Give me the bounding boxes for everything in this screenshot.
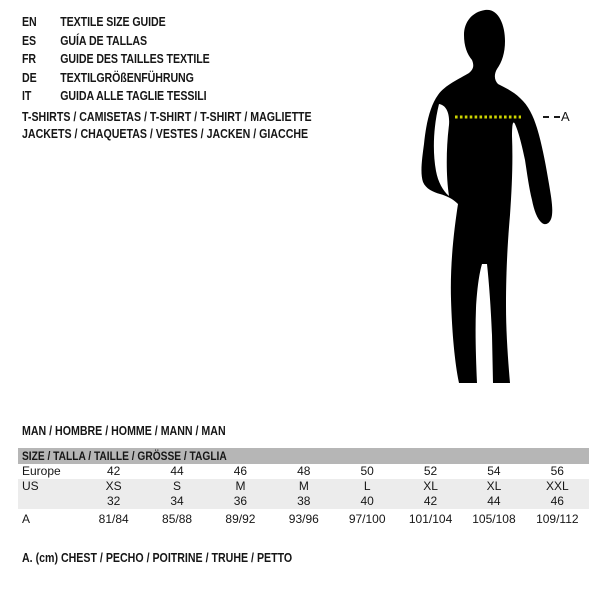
table-cell: M	[298, 479, 309, 493]
language-list	[22, 13, 243, 106]
language-label: GUIDE DES TAILLES TEXTILE	[60, 52, 210, 66]
table-row-chest-a	[18, 509, 589, 528]
size-table	[18, 448, 589, 528]
language-label: GUÍA DE TALLAS	[60, 33, 148, 48]
row-label: Europe	[22, 464, 61, 478]
category-line-jackets: JACKETS / CHAQUETAS / VESTES / JACKEN / GIACCHE	[22, 127, 309, 141]
table-cell: 97/100	[348, 512, 386, 526]
footnote-chest-measure: A. (cm) CHEST / PECHO / POITRINE / TRUHE / PETTO	[22, 551, 293, 565]
language-label: TEXTILGRÖßENFÜHRUNG	[60, 70, 194, 85]
table-cell: 42	[107, 464, 121, 478]
man-silhouette	[418, 8, 558, 388]
table-cell: 109/112	[536, 512, 579, 526]
language-label: TEXTILE SIZE GUIDE	[60, 15, 166, 29]
measure-label-a: A	[561, 109, 570, 124]
table-row-europe	[18, 464, 589, 479]
table-cell: 85/88	[162, 512, 193, 526]
language-code: DE	[22, 70, 37, 85]
measure-callout-dash-line	[543, 116, 560, 118]
table-cell: S	[173, 479, 182, 493]
table-cell: 40	[360, 494, 374, 508]
language-row	[22, 50, 243, 69]
table-cell: 54	[487, 464, 501, 478]
table-cell: 89/92	[225, 512, 256, 526]
table-cell: XL	[423, 479, 438, 493]
table-cell: 32	[107, 494, 121, 508]
table-cell: 36	[233, 494, 248, 508]
row-label	[18, 494, 82, 509]
table-cell: 81/84	[98, 512, 129, 526]
language-row	[22, 13, 243, 32]
table-cell: 46	[233, 464, 248, 478]
language-code: IT	[22, 89, 32, 103]
table-cell: 50	[360, 464, 374, 478]
table-cell: 38	[297, 494, 311, 508]
table-cell: 34	[170, 494, 184, 508]
category-line-tshirts: T-SHIRTS / CAMISETAS / T-SHIRT / T-SHIRT / MAGLIETTE	[22, 110, 312, 124]
table-cell: 56	[550, 464, 564, 478]
table-cell: XL	[486, 479, 502, 493]
language-code: EN	[22, 15, 37, 29]
table-cell: 46	[550, 494, 564, 508]
table-cell: 42	[423, 494, 438, 508]
table-cell: 105/108	[472, 512, 516, 526]
language-row	[22, 87, 243, 106]
table-cell: M	[235, 479, 246, 493]
table-cell: 44	[170, 464, 184, 478]
table-cell: 44	[487, 494, 501, 508]
table-cell: 93/96	[288, 512, 319, 526]
table-cell: XS	[105, 479, 122, 493]
language-code: FR	[22, 52, 36, 66]
table-row-us	[18, 479, 589, 494]
table-row-alt-size	[18, 494, 589, 509]
language-label: GUIDA ALLE TAGLIE TESSILI	[60, 89, 207, 103]
row-label: US	[22, 479, 39, 493]
language-row	[22, 32, 243, 51]
man-silhouette-body	[421, 10, 552, 383]
table-cell: XXL	[545, 479, 569, 493]
section-title-man: MAN / HOMBRE / HOMME / MANN / MAN	[22, 424, 226, 438]
table-cell: 101/104	[408, 512, 453, 526]
table-cell: 52	[423, 464, 438, 478]
category-list	[22, 109, 363, 143]
size-table-header: SIZE / TALLA / TAILLE / GRÖSSE / TAGLIA	[18, 448, 589, 464]
language-code: ES	[22, 33, 37, 48]
language-row	[22, 69, 243, 88]
row-label: A	[22, 512, 31, 526]
table-cell: L	[363, 479, 371, 493]
table-cell: 48	[297, 464, 311, 478]
